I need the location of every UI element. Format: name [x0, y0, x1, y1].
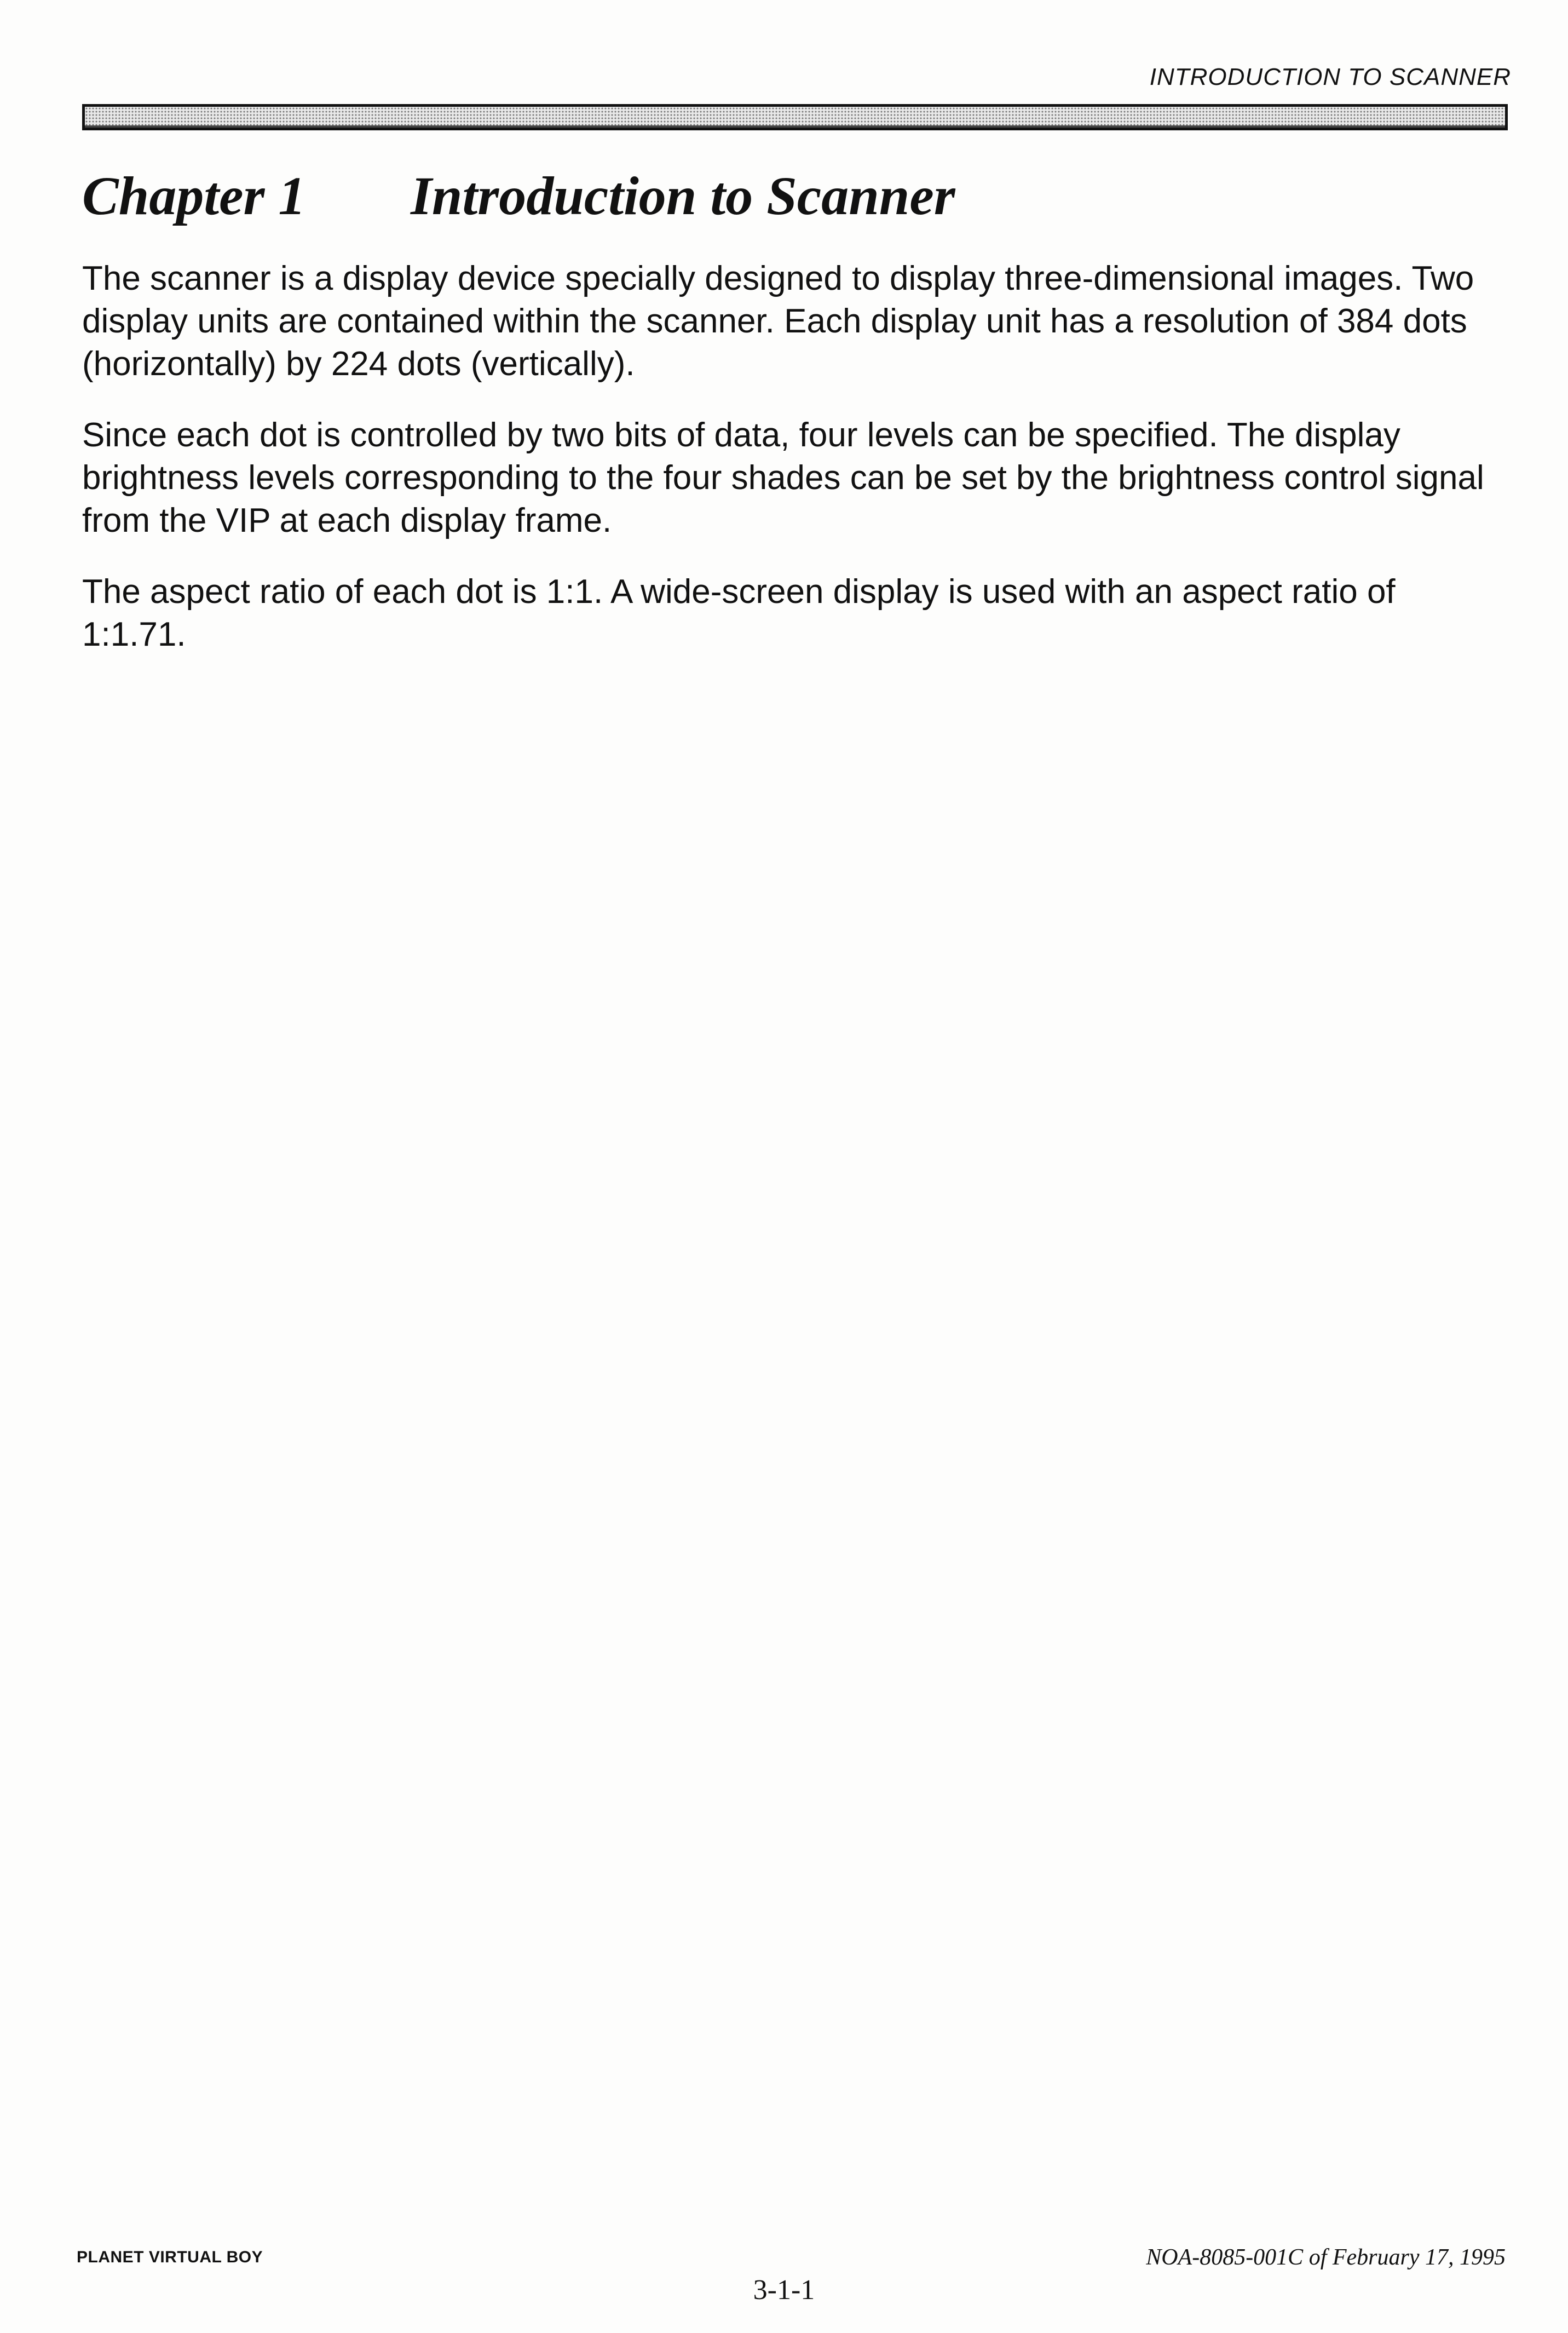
chapter-heading [82, 164, 955, 227]
chapter-label: Chapter 1 [82, 165, 306, 226]
page-number: 3-1-1 [753, 2274, 815, 2306]
paragraph: Since each dot is controlled by two bits of data, four levels can be specified. The display brightness levels corresponding to the four shades can be set by the brightness control signal from the VIP at each display frame. [82, 416, 1484, 539]
chapter-title: Introduction to Scanner [411, 165, 955, 226]
footer-publication: PLANET VIRTUAL BOY [77, 2248, 263, 2266]
footer-document-id: NOA-8085-001C of February 17, 1995 [1146, 2245, 1506, 2270]
paragraph: The aspect ratio of each dot is 1:1. A wide-screen display is used with an aspect ratio of 1:1.71. [82, 573, 1396, 653]
paragraph: The scanner is a display device specially designed to display three-dimensional images. Two display units are contained within the scanner. Each display unit has a resolution of 384 dots (horizontally) by 224 dots (vertically). [82, 260, 1474, 383]
body-text [82, 257, 1506, 685]
running-header: INTRODUCTION TO SCANNER [1149, 64, 1511, 90]
header-rule-bar [82, 104, 1508, 130]
